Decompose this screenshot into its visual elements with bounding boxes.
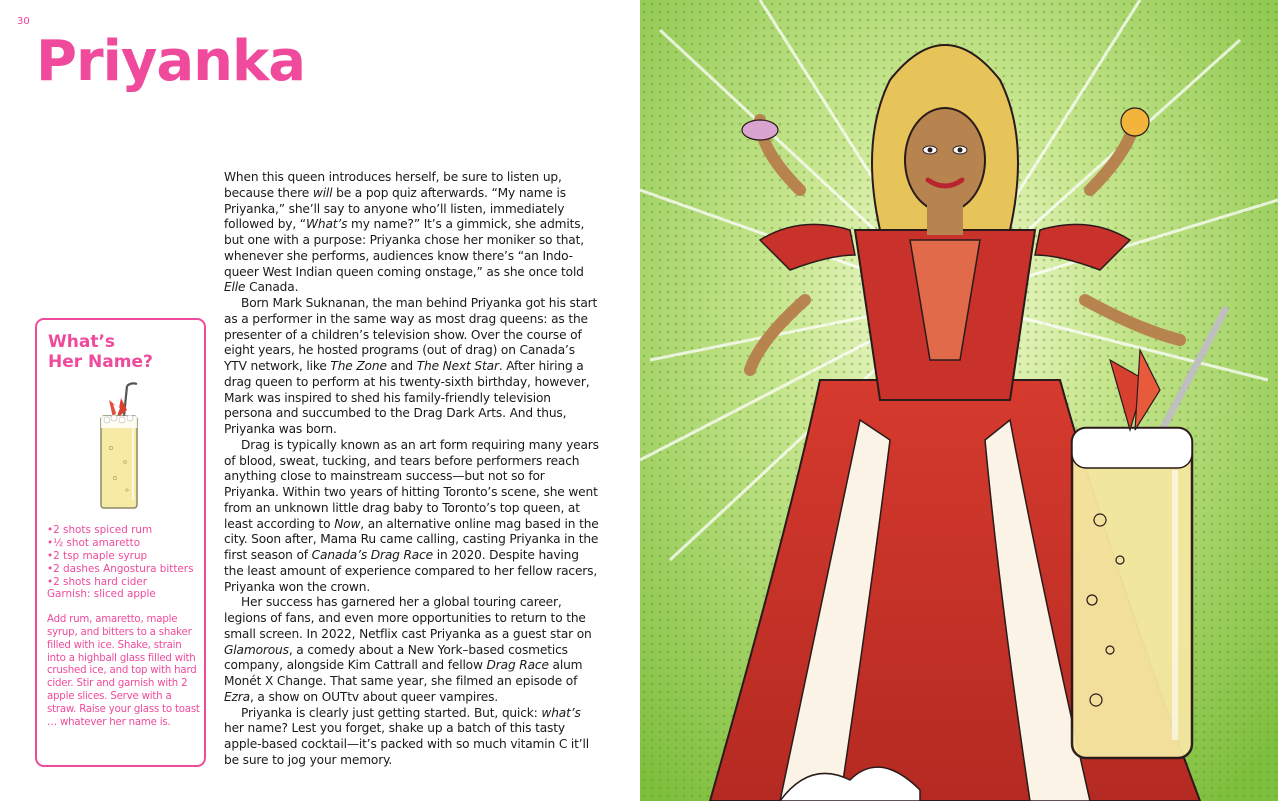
text-run: Drag is typically known as an art form requiring many years of blood, sweat, tucking, and tears before performers reach anything close to mainstream success—but not so for Priyanka. Within two years of hitting Toronto’s scene, she went from an unknown little drag baby to Toronto’s top queen, at least according to [224, 437, 599, 531]
highball-cocktail-icon [87, 378, 153, 513]
text-run: Born Mark Suknanan, the man behind Priyanka got his start as a performer in the same way as most drag queens: as the presenter of a children’s television show. Over the course of eight years, he hosted programs (out of drag) on Canada’s YTV network, like [224, 296, 598, 373]
article-paragraph [224, 170, 600, 296]
text-run: , an alternative online mag based in the city. Soon after, Mama Ru came calling, casting Priyanka in the first season of [224, 516, 599, 562]
text-run: alum Monét X Change. That same year, she filmed an episode of [224, 658, 583, 688]
ingredient-item: • 2 dashes Angostura bitters [47, 563, 207, 576]
italic-title: Ezra [224, 689, 250, 704]
ingredient-item: • 2 shots spiced rum [47, 524, 207, 537]
text-run: When this queen introduces herself, be sure to listen up, because there [224, 170, 562, 200]
ingredient-item: • 2 tsp maple syrup [47, 550, 207, 563]
italic-title: The Zone [330, 359, 387, 373]
recipe-method: Add rum, amaretto, maple syrup, and bitters to a shaker filled with ice. Shake, strain into a highball glass filled with crushed ice, and top with hard cider. Stir and garnish with 2 apple slices. Serve with a straw. Raise your glass to toast … whatever her name is. [47, 614, 200, 728]
garnish-line: Garnish: sliced apple [47, 588, 156, 600]
recipe-title: What’s Her Name? [48, 332, 153, 372]
text-run: in 2020. Despite having the least amount of experience compared to her fellow racers, Priyanka won the crown. [224, 548, 598, 594]
ingredient-list [47, 524, 207, 589]
page-number: 30 [17, 16, 30, 27]
recipe-sidebar [35, 318, 206, 767]
italic-title: Drag Race [486, 658, 549, 673]
text-run: and [386, 359, 417, 373]
italic-title: Now [334, 516, 361, 531]
page-title: Priyanka [36, 29, 306, 94]
italic-title: what’s [541, 705, 581, 720]
text-run: . After hiring a drag queen to perform at his twenty-sixth birthday, however, Mark was inspired to shed his family-friendly television persona and succumbed to the Drag Dark Arts. And thus, Priyanka was born. [224, 359, 590, 436]
italic-title: Elle [224, 280, 246, 295]
article-paragraph [224, 438, 600, 596]
text-run: her name? Lest you forget, shake up a batch of this tasty apple-based cocktail—it’s packed with so much vitamin C it’ll be sure to jog your memory. [224, 721, 589, 767]
text-run: Priyanka is clearly just getting started. But, quick: [241, 705, 542, 720]
text-run: Her success has garnered her a global touring career, legions of fans, and even more opportunities to return to the small screen. In 2022, Netflix cast Priyanka as a guest star on [224, 595, 592, 641]
article-paragraph [224, 706, 600, 769]
priyanka-portrait-illustration [640, 0, 1278, 801]
italic-title: Glamorous [224, 642, 289, 657]
italic-title: The Next Star [416, 359, 499, 373]
text-run: Canada. [245, 280, 299, 295]
italic-title: Canada’s Drag Race [311, 548, 434, 562]
text-run: be a pop quiz afterwards. “My name is Priyanka,” she’ll say to anyone who’ll listen, immediately followed by, “ [224, 185, 566, 232]
text-run: my name?” It’s a gimmick, she admits, but one with a purpose: Priyanka chose her moniker so that, whenever she performs, audiences know there’s “an Indo-queer West Indian queen coming onstage,” as she once told [224, 217, 585, 279]
text-run: , a show on OUTtv about queer vampires. [249, 689, 498, 704]
right-page [640, 0, 1278, 801]
text-run: , a comedy about a New York–based cosmetics company, alongside Kim Cattrall and fellow [224, 642, 568, 673]
ingredient-item: • ½ shot amaretto [47, 537, 207, 550]
ingredient-item: • 2 shots hard cider [47, 576, 207, 589]
article-body [224, 170, 600, 769]
article-paragraph [224, 595, 600, 705]
italic-title: will [312, 185, 333, 200]
article-paragraph [224, 296, 600, 438]
italic-title: What’s [305, 217, 348, 232]
